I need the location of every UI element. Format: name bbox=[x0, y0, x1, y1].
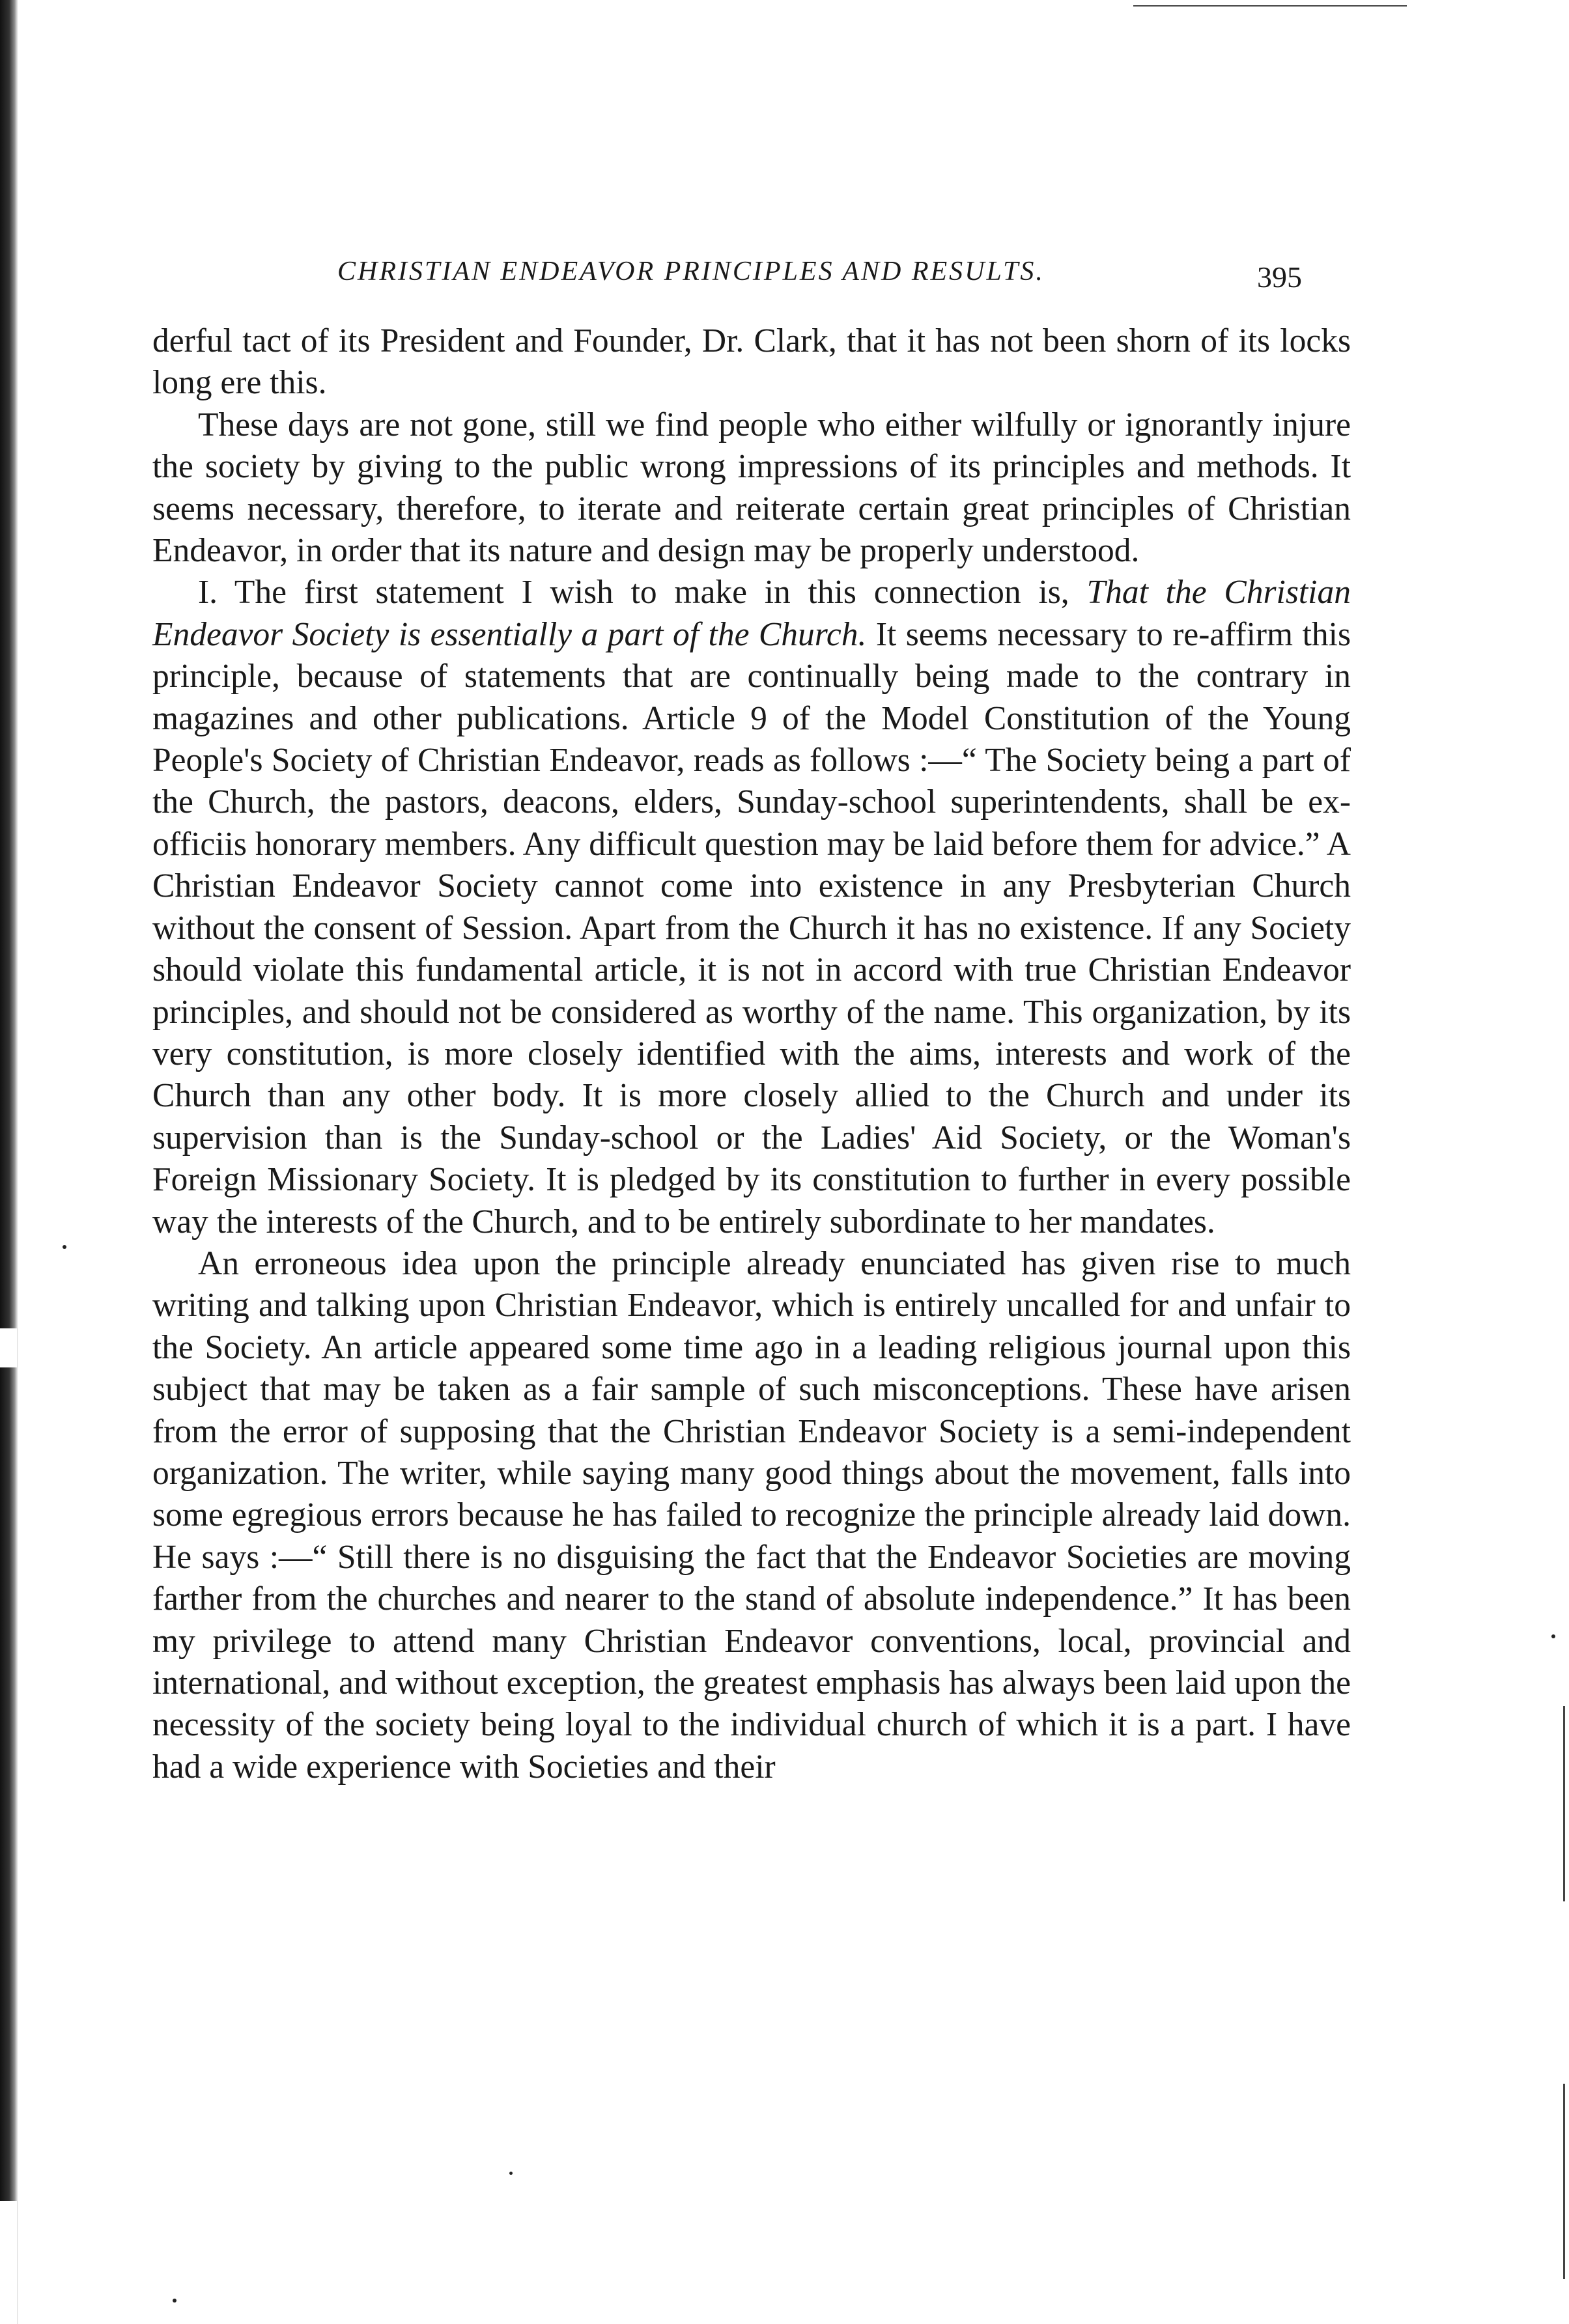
page-number: 395 bbox=[1257, 260, 1302, 294]
paragraph bbox=[152, 320, 1351, 404]
scan-binding-edge bbox=[0, 0, 18, 2324]
scan-top-line bbox=[1133, 5, 1407, 7]
scan-edge-line bbox=[1563, 1706, 1565, 1901]
paragraph bbox=[152, 572, 1351, 1243]
paragraph-text: These days are not gone, still we find people who either wilfully or ignorantly injure the society by giving to the public wrong impressions of its principles and methods. It seems necessary, therefore, to iterate and reiterate certain great principles of Christian Endeavor, in order that its nature and design may be properly understood. bbox=[152, 406, 1351, 570]
scan-edge-gap bbox=[0, 2201, 17, 2324]
paragraph-text: An erroneous idea upon the principle already enunciated has given rise to much writing and talking upon Christian Endeavor, which is entirely uncalled for and unfair to the Society. An article appeared some time ago in a leading religious journal upon this subject that may be taken as a fair sample of such misconceptions. These have arisen from the error of supposing that the Christian Endeavor Society is a semi-independent organization. The writer, while saying many good things about the movement, falls into some egregious errors because he has failed to recognize the principle already laid down. He says :—“ Still there is no disguising the fact that the Endeavor Societies are moving farther from the churches and nearer to the stand of absolute independence.” It has been my privilege to attend many Christian Endeavor conventions, local, provincial and international, and without exception, the greatest emphasis has always been laid upon the necessity of the society being loyal to the individual church of which it is a part. I have had a wide experience with Societies and their bbox=[152, 1244, 1351, 1785]
page-header bbox=[337, 256, 1327, 295]
scan-speck bbox=[63, 1245, 66, 1249]
scan-edge-line bbox=[1563, 2084, 1565, 2279]
scan-edge-gap bbox=[0, 1328, 17, 1367]
running-head: CHRISTIAN ENDEAVOR PRINCIPLES AND RESULTS. bbox=[337, 257, 1045, 287]
paragraph-text: I. The first statement I wish to make in this connection is, bbox=[198, 574, 1087, 611]
paragraph-text: It seems necessary to re-affirm this principle, because of statements that are continually being made to the contrary in magazines and other publications. Article 9 of the Model Constitution of the Young People's Society of Christian Endeavor, reads as follows :—“ The Society being a part of the Church, the pastors, deacons, elders, Sunday-school superintendents, shall be ex-officiis honorary members. Any difficult question may be laid before them for advice.” A Christian Endeavor Society cannot come into existence in any Presbyterian Church without the consent of Session. Apart from the Church it has no existence. If any Society should violate this fundamental article, it is not in accord with true Christian Endeavor principles, and should not be considered as worthy of the name. This organization, by its very constitution, is more closely identified with the aims, interests and work of the Church than any other body. It is more closely allied to the Church and under its supervision than is the Sunday-school or the Ladies' Aid Society, or the Woman's Foreign Missionary Society. It is pledged by its constitution to further in every possible way the interests of the Church, and to be entirely subordinate to her mandates. bbox=[152, 615, 1351, 1240]
scan-speck bbox=[173, 2299, 177, 2303]
italic-text: That the Christian Endeavor Society is essentially a part of the Church. bbox=[152, 574, 1351, 653]
body-text bbox=[152, 320, 1351, 1788]
paragraph bbox=[152, 1243, 1351, 1788]
paragraph bbox=[152, 404, 1351, 572]
scan-speck bbox=[509, 2172, 513, 2175]
scan-speck bbox=[1551, 1634, 1555, 1638]
paragraph-text: derful tact of its President and Founder, Dr. Clark, that it has not been shorn of its locks long ere this. bbox=[152, 322, 1351, 402]
